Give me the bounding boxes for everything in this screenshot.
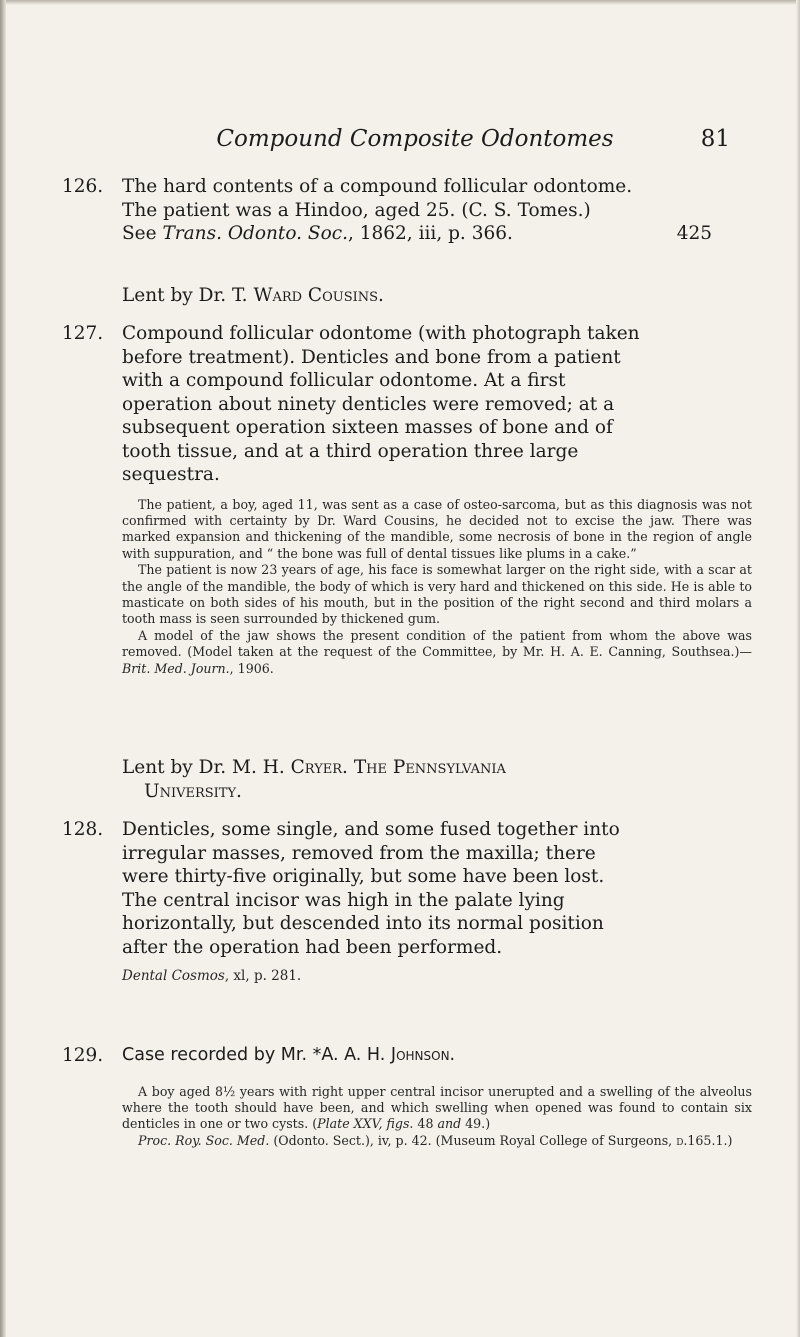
citation-detail: , 1862, iii, p. 366.	[347, 223, 513, 244]
description-line: were thirty-five originally, but some have been lost.	[122, 866, 605, 887]
note-paragraph	[122, 1133, 752, 1149]
citation-year: , 1906.	[229, 660, 274, 676]
note-text: A boy aged 8½ years with right upper central incisor unerupted and a swelling of the alveolus where the tooth should have been, and which swelling when opened was found to contain six denticles in one or two cysts. (	[122, 1083, 752, 1132]
surgeon-name: Johnson.	[390, 1045, 456, 1065]
description-line: after the operation had been performed.	[122, 936, 503, 958]
description-line: subsequent operation sixteen masses of bone and of	[122, 417, 613, 438]
see-label: See	[122, 223, 163, 244]
note-paragraph	[122, 1084, 752, 1133]
case-initials: A. H.	[338, 1045, 391, 1065]
lender-prefix: Lent by Dr. T.	[122, 285, 254, 306]
note-paragraph: The patient is now 23 years of age, his face is somewhat larger on the right side, with a scar at the angle of the mandible, the body of which is very hard and thickened on this side. He is able to masticate on both sides of his mouth, but in the position of the right second and third molars a tooth mass is seen surrounded by thickened gum.	[122, 562, 752, 627]
case-note	[122, 497, 752, 677]
description-line: The patient was a Hindoo, aged 25. (C. S. Tomes.)	[122, 199, 591, 221]
conjunction: and	[437, 1116, 462, 1132]
lender-name: Cryer. The Pennsylvania	[290, 757, 506, 778]
catalogue-reference-number: 425	[676, 223, 712, 244]
lender-institution: University.	[144, 780, 242, 802]
catalogue-entry-129	[62, 1044, 752, 1149]
entry-description	[122, 322, 752, 487]
description-line: irregular masses, removed from the maxilla; there	[122, 842, 596, 864]
initial-mark: *A.	[312, 1045, 339, 1065]
entry-number: 126.	[62, 176, 104, 197]
description-line: The hard contents of a compound follicular odontome.	[122, 176, 633, 197]
case-note	[122, 1084, 752, 1150]
journal-title: Proc. Roy. Soc. Med.	[138, 1132, 270, 1148]
journal-title: Trans. Odonto. Soc.	[162, 223, 348, 244]
description-line: operation about ninety denticles were removed; at a	[122, 393, 615, 415]
note-paragraph: The patient, a boy, aged 11, was sent as a case of osteo-sarcoma, but as this diagnosis was not confirmed with certainty by Dr. Ward Cousins, he decided not to excise the jaw. There was marked expansion and thickening of the mandible, some necrosis of bone in the region of angle with suppuration, and “ the bone was full of dental tissues like plums in a cake.”	[122, 496, 752, 561]
entry-number: 127.	[62, 323, 104, 344]
note-text: A model of the jaw shows the present condition of the patient from whom the above was removed. (Model taken at the request of the Committee, by Mr. H. A. E. Canning, Southsea.)—	[122, 627, 752, 660]
entry-number: 129.	[62, 1045, 104, 1066]
lender-heading	[122, 284, 742, 308]
lender-heading	[122, 756, 742, 803]
journal-title: Brit. Med. Journ.	[122, 660, 230, 676]
description-line: sequestra.	[122, 464, 220, 485]
description-line: horizontally, but descended into its normal position	[122, 913, 604, 934]
museum-code: d.165.1.	[676, 1132, 728, 1148]
case-heading	[122, 1044, 752, 1068]
figure-number: 48	[413, 1116, 438, 1132]
description-line: Compound follicular odontome (with photograph taken	[122, 323, 640, 344]
reference-line	[122, 222, 752, 246]
lender-prefix: Lent by Dr. M. H.	[122, 757, 291, 778]
running-title: Compound Composite Odontomes	[216, 126, 614, 152]
closing-paren: )	[727, 1132, 733, 1148]
plate-reference: Plate XXV, figs.	[317, 1116, 414, 1132]
description-line: Denticles, some single, and some fused together into	[122, 819, 620, 840]
journal-title: Dental Cosmos	[122, 968, 225, 984]
description-line: before treatment). Denticles and bone from a patient	[122, 346, 621, 368]
description-line: with a compound follicular odontome. At a first	[122, 370, 566, 391]
description-line: The central incisor was high in the palate lying	[122, 889, 565, 911]
entry-description	[122, 818, 752, 959]
citation-detail: (Odonto. Sect.), iv, p. 42. (Museum Royal College of Surgeons,	[269, 1132, 677, 1148]
page-number: 81	[700, 126, 730, 152]
citation-detail: , xl, p. 281.	[224, 968, 302, 984]
lender-name: Ward Cousins.	[253, 285, 384, 306]
source-citation	[122, 968, 752, 984]
case-prefix: Case recorded by Mr.	[122, 1045, 313, 1065]
note-paragraph	[122, 628, 752, 677]
entry-number: 128.	[62, 819, 104, 840]
figure-number: 49.)	[461, 1116, 491, 1132]
description-line: tooth tissue, and at a third operation three large	[122, 440, 579, 462]
entry-description	[122, 175, 752, 246]
catalogue-entry-128	[62, 818, 752, 984]
catalogue-entry-126	[62, 175, 752, 246]
catalogue-entry-127	[62, 322, 752, 677]
